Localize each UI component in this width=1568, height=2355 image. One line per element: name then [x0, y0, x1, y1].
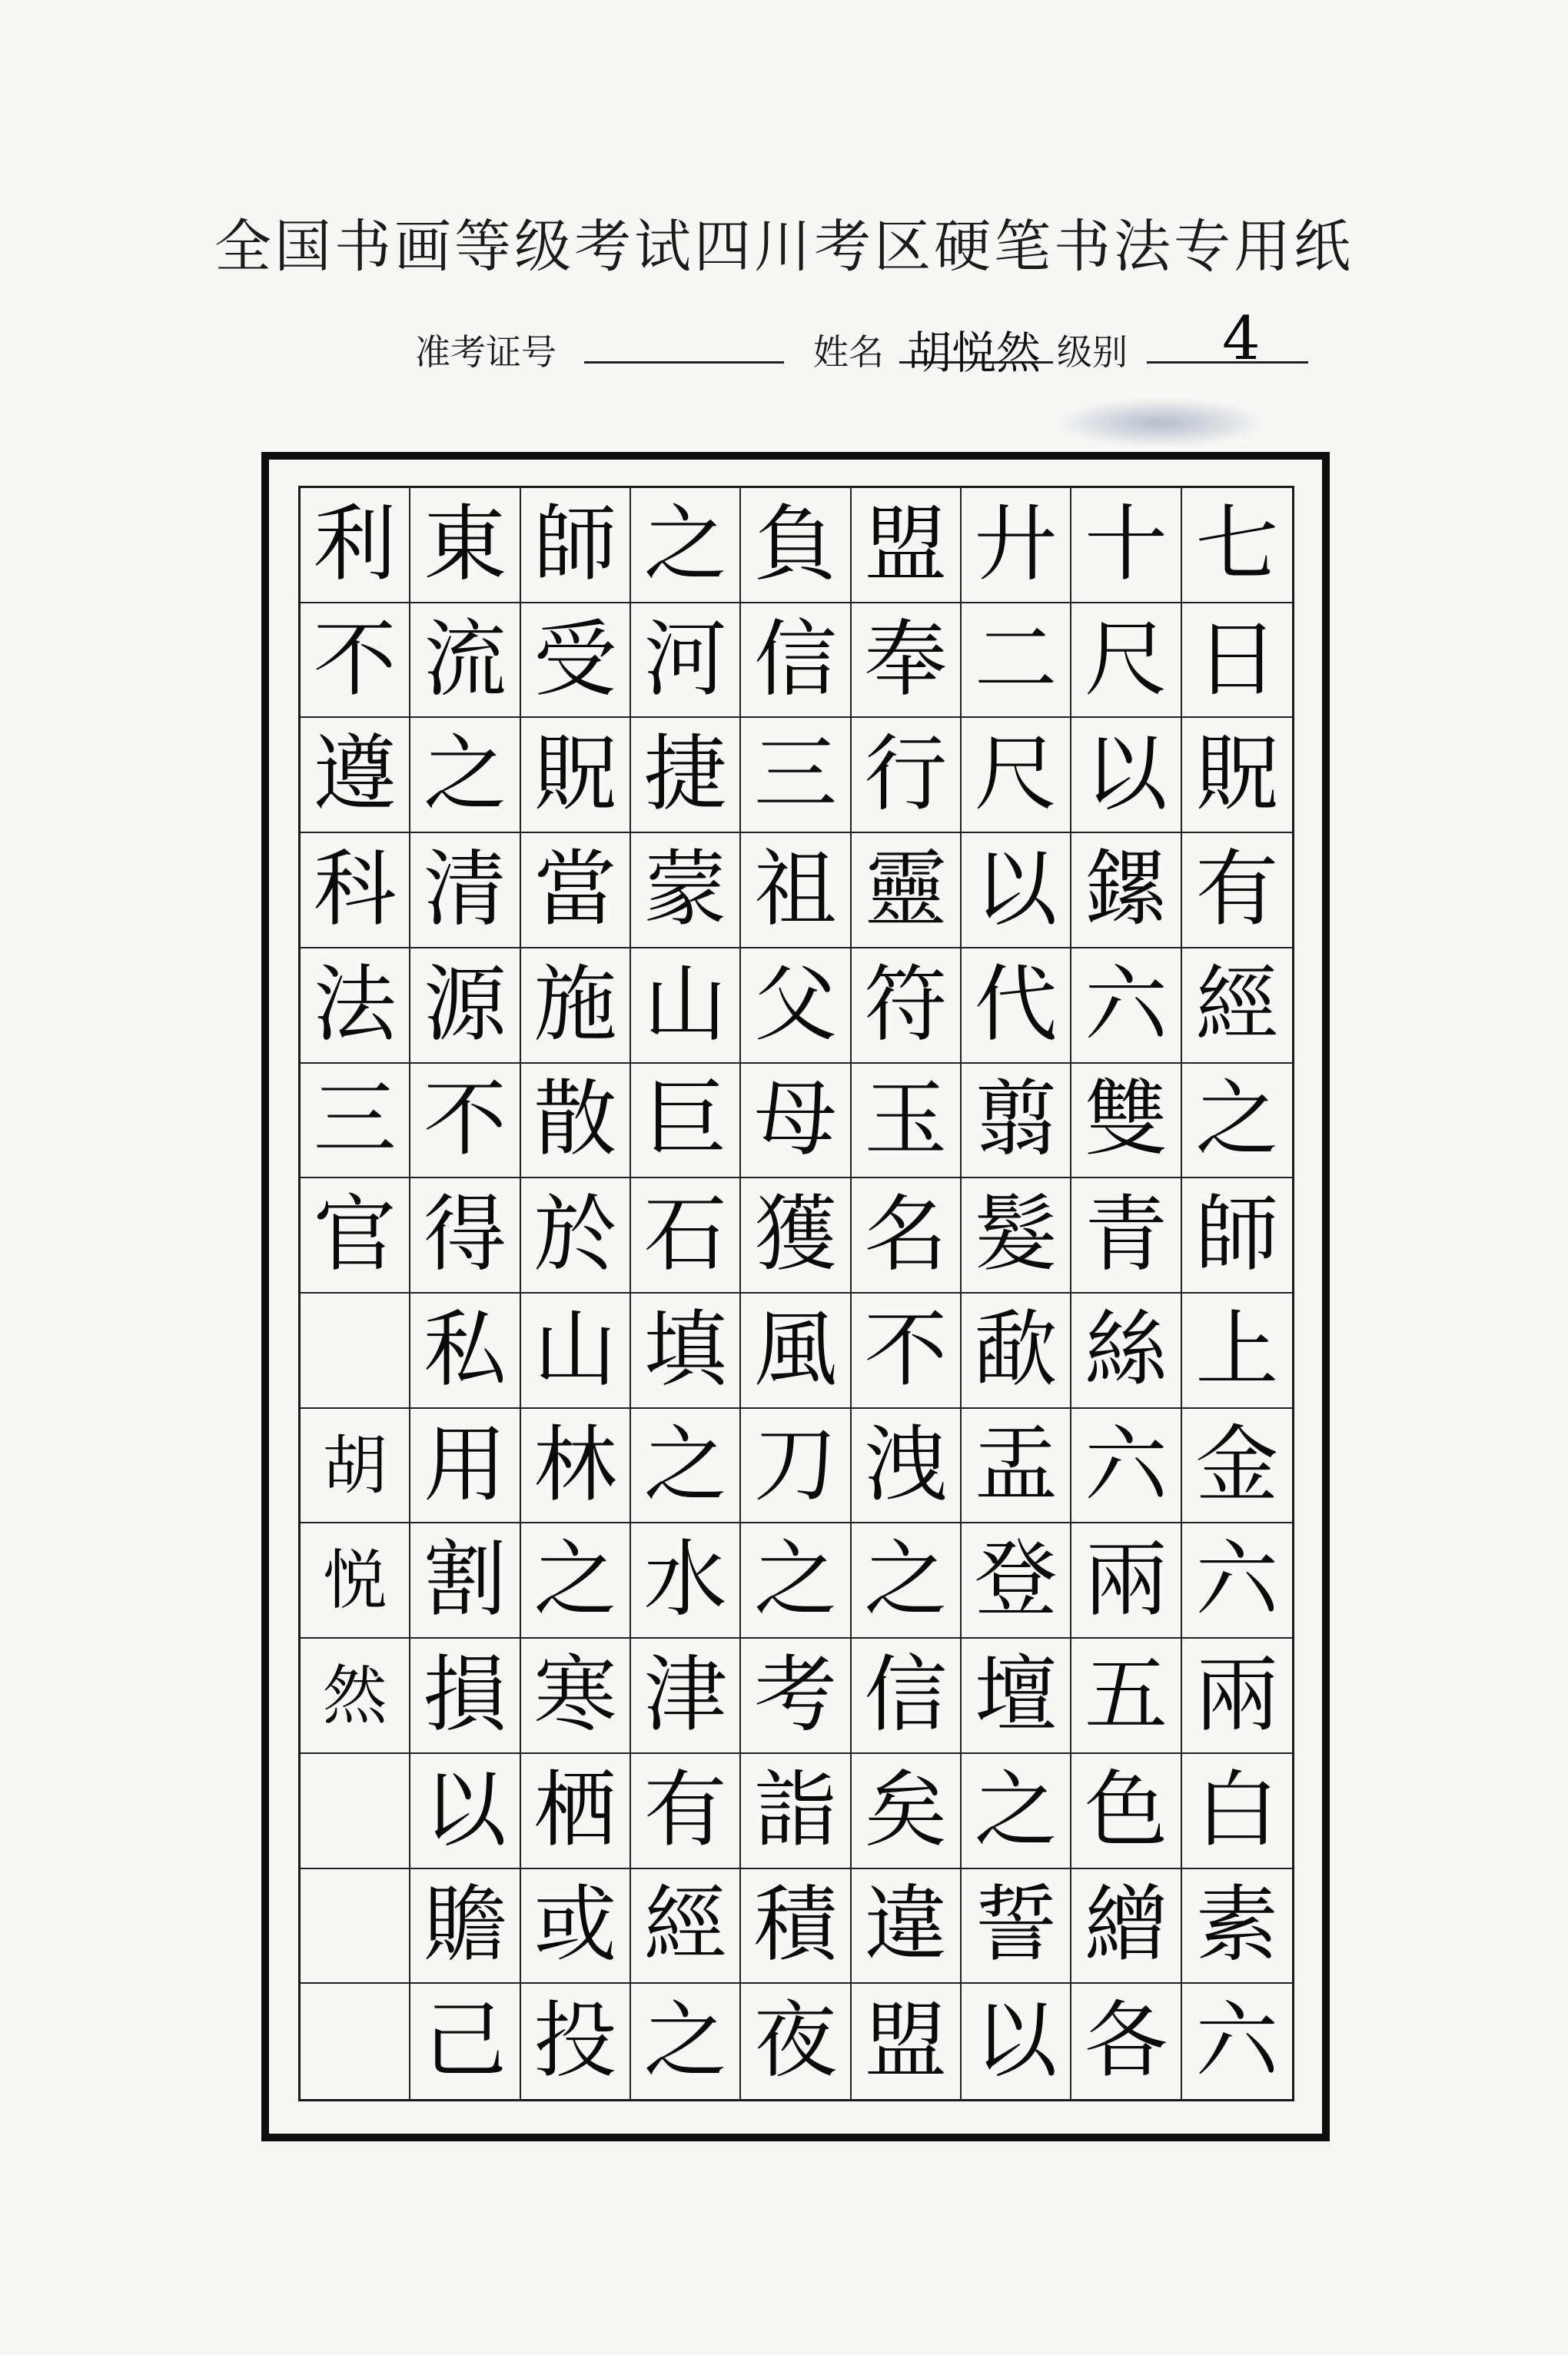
grid-cell: 科 — [301, 833, 410, 948]
grid-cell: 之 — [410, 718, 520, 833]
grid-cell: 以 — [1071, 718, 1181, 833]
grid-cell: 各 — [1071, 1984, 1181, 2099]
grid-cell: 官 — [301, 1178, 410, 1294]
grid-cell: 信 — [852, 1639, 962, 1754]
grid-cell: 不 — [410, 1064, 520, 1179]
grid-cell: 清 — [410, 833, 520, 948]
grid-cell: 之 — [631, 488, 741, 603]
grid-cell: 七 — [1182, 488, 1292, 603]
grid-cell: 違 — [852, 1869, 962, 1985]
grid-cell — [301, 1984, 410, 2099]
grid-cell: 登 — [962, 1523, 1071, 1639]
grid-cell: 代 — [962, 948, 1071, 1064]
grid-cell — [301, 1869, 410, 1985]
grid-cell: 山 — [631, 948, 741, 1064]
grid-cell: 填 — [631, 1294, 741, 1409]
level-value[interactable]: 4 — [1222, 304, 1261, 374]
grid-cell: 盂 — [962, 1409, 1071, 1524]
grid-cell: 色 — [1071, 1754, 1181, 1869]
grid-cell: 以 — [962, 833, 1071, 948]
grid-cell: 石 — [631, 1178, 741, 1294]
grid-cell: 巨 — [631, 1064, 741, 1179]
grid-cell: 經 — [631, 1869, 741, 1985]
grid-cell: 贍 — [410, 1869, 520, 1985]
grid-cell: 師 — [1182, 1178, 1292, 1294]
grid-cell: 青 — [1071, 1178, 1181, 1294]
grid-cell: 胡 — [301, 1409, 410, 1524]
grid-cell: 鏍 — [1071, 833, 1181, 948]
grid-cell: 尺 — [1071, 603, 1181, 719]
grid-cell: 之 — [521, 1523, 631, 1639]
grid-cell: 於 — [521, 1178, 631, 1294]
grid-cell: 母 — [741, 1064, 851, 1179]
grid-cell: 六 — [1182, 1523, 1292, 1639]
grid-cell: 三 — [301, 1064, 410, 1179]
grid-cell: 悦 — [301, 1523, 410, 1639]
grid-cell: 然 — [301, 1639, 410, 1754]
grid-cell: 遵 — [301, 718, 410, 833]
grid-cell: 經 — [1182, 948, 1292, 1064]
grid-cell: 貺 — [521, 718, 631, 833]
grid-cell: 不 — [852, 1294, 962, 1409]
grid-cell: 信 — [741, 603, 851, 719]
grid-cell: 風 — [741, 1294, 851, 1409]
grid-cell: 六 — [1071, 948, 1181, 1064]
grid-cell: 六 — [1195, 1993, 1279, 2090]
grid-cell: 流 — [410, 603, 520, 719]
grid-cell: 有 — [1182, 833, 1292, 948]
grid-cell: 五 — [1071, 1639, 1181, 1754]
grid-cell: 絲 — [1071, 1294, 1181, 1409]
grid-cell: 尺 — [962, 718, 1071, 833]
grid-cell: 蒙 — [631, 833, 741, 948]
grid-cell: 山 — [521, 1294, 631, 1409]
grid-cell: 祖 — [741, 833, 851, 948]
grid-cell: 詣 — [741, 1754, 851, 1869]
grid-cell: 刀 — [741, 1409, 851, 1524]
grid-cell: 金 — [1182, 1409, 1292, 1524]
grid-cell: 當 — [521, 833, 631, 948]
grid-cell: 之 — [631, 1984, 741, 2099]
grid-cell: 林 — [521, 1409, 631, 1524]
grid-cell: 捷 — [631, 718, 741, 833]
grid-cell: 奉 — [852, 603, 962, 719]
grid-cell: 投 — [521, 1984, 631, 2099]
grid-cell: 歃 — [962, 1294, 1071, 1409]
grid-cell: 利 — [301, 488, 410, 603]
grid-cell: 散 — [521, 1064, 631, 1179]
grid-cell: 寒 — [521, 1639, 631, 1754]
grid-cell: 私 — [410, 1294, 520, 1409]
name-value[interactable]: 胡悦然 — [907, 327, 1041, 379]
grid-cell: 津 — [631, 1639, 741, 1754]
grid-cell: 之 — [852, 1523, 962, 1639]
grid-cell: 日 — [1182, 603, 1292, 719]
ink-smudge — [1061, 400, 1261, 446]
grid-cell: 兩 — [1071, 1523, 1181, 1639]
grid-cell: 盟 — [852, 488, 962, 603]
grid-cell: 東 — [410, 488, 520, 603]
name-label: 姓名 — [813, 331, 884, 373]
grid-cell: 受 — [521, 603, 631, 719]
grid-cell: 師 — [521, 488, 631, 603]
grid-cell: 素 — [1182, 1869, 1292, 1985]
grid-cell: 施 — [521, 948, 631, 1064]
grid-cell: 以 — [962, 1984, 1071, 2099]
candidate-info-row — [0, 304, 1568, 379]
grid-cell: 六 — [1071, 1409, 1181, 1524]
grid-cell: 法 — [301, 948, 410, 1064]
grid-cell — [301, 1294, 410, 1409]
grid-cell: 之 — [631, 1409, 741, 1524]
grid-cell: 獲 — [741, 1178, 851, 1294]
grid-cell: 之 — [741, 1523, 851, 1639]
grid-cell: 用 — [410, 1409, 520, 1524]
grid-cell: 雙 — [1071, 1064, 1181, 1179]
grid-cell: 符 — [852, 948, 962, 1064]
grid-cell: 玉 — [852, 1064, 962, 1179]
grid-cell: 考 — [741, 1639, 851, 1754]
grid-cell: 損 — [410, 1639, 520, 1754]
grid-cell: 壇 — [962, 1639, 1071, 1754]
grid-cell: 積 — [741, 1869, 851, 1985]
grid-cell: 貺 — [1182, 718, 1292, 833]
grid-cell: 十 — [1071, 488, 1181, 603]
grid-cell: 繒 — [1071, 1869, 1181, 1985]
grid-cell — [301, 1754, 410, 1869]
grid-cell: 名 — [852, 1178, 962, 1294]
grid-cell: 之 — [962, 1754, 1071, 1869]
exam-number-label: 准考证号 — [415, 331, 556, 373]
grid-cell: 兩 — [1182, 1639, 1292, 1754]
grid-cell: 己 — [410, 1984, 520, 2099]
grid-cell: 割 — [410, 1523, 520, 1639]
grid-cell: 不 — [301, 603, 410, 719]
grid-cell: 或 — [521, 1869, 631, 1985]
grid-cell: 盟 — [852, 1984, 962, 2099]
grid-cell: 洩 — [852, 1409, 962, 1524]
grid-cell: 父 — [741, 948, 851, 1064]
grid-cell: 矣 — [852, 1754, 962, 1869]
grid-cell: 上 — [1182, 1294, 1292, 1409]
grid-cell: 得 — [410, 1178, 520, 1294]
grid-cell: 負 — [741, 488, 851, 603]
exam-number-field[interactable] — [584, 361, 784, 364]
calligraphy-grid — [298, 486, 1294, 2101]
grid-cell: 之 — [1182, 1064, 1292, 1179]
grid-cell: 行 — [852, 718, 962, 833]
grid-cell: 白 — [1182, 1754, 1292, 1869]
grid-cell: 河 — [631, 603, 741, 719]
grid-cell: 廾 — [962, 488, 1071, 603]
level-label: 级别 — [1057, 331, 1128, 373]
grid-cell: 靈 — [852, 833, 962, 948]
grid-cell: 翦 — [962, 1064, 1071, 1179]
grid-cell: 二 — [962, 603, 1071, 719]
grid-cell: 栖 — [521, 1754, 631, 1869]
grid-cell: 水 — [631, 1523, 741, 1639]
grid-cell: 夜 — [741, 1984, 851, 2099]
grid-cell: 髮 — [962, 1178, 1071, 1294]
grid-cell: 以 — [410, 1754, 520, 1869]
grid-cell: 三 — [741, 718, 851, 833]
grid-cell: 源 — [410, 948, 520, 1064]
grid-cell: 有 — [631, 1754, 741, 1869]
sheet-title: 全国书画等级考试四川考区硬笔书法专用纸 — [214, 214, 1354, 280]
grid-cell: 誓 — [962, 1869, 1071, 1985]
